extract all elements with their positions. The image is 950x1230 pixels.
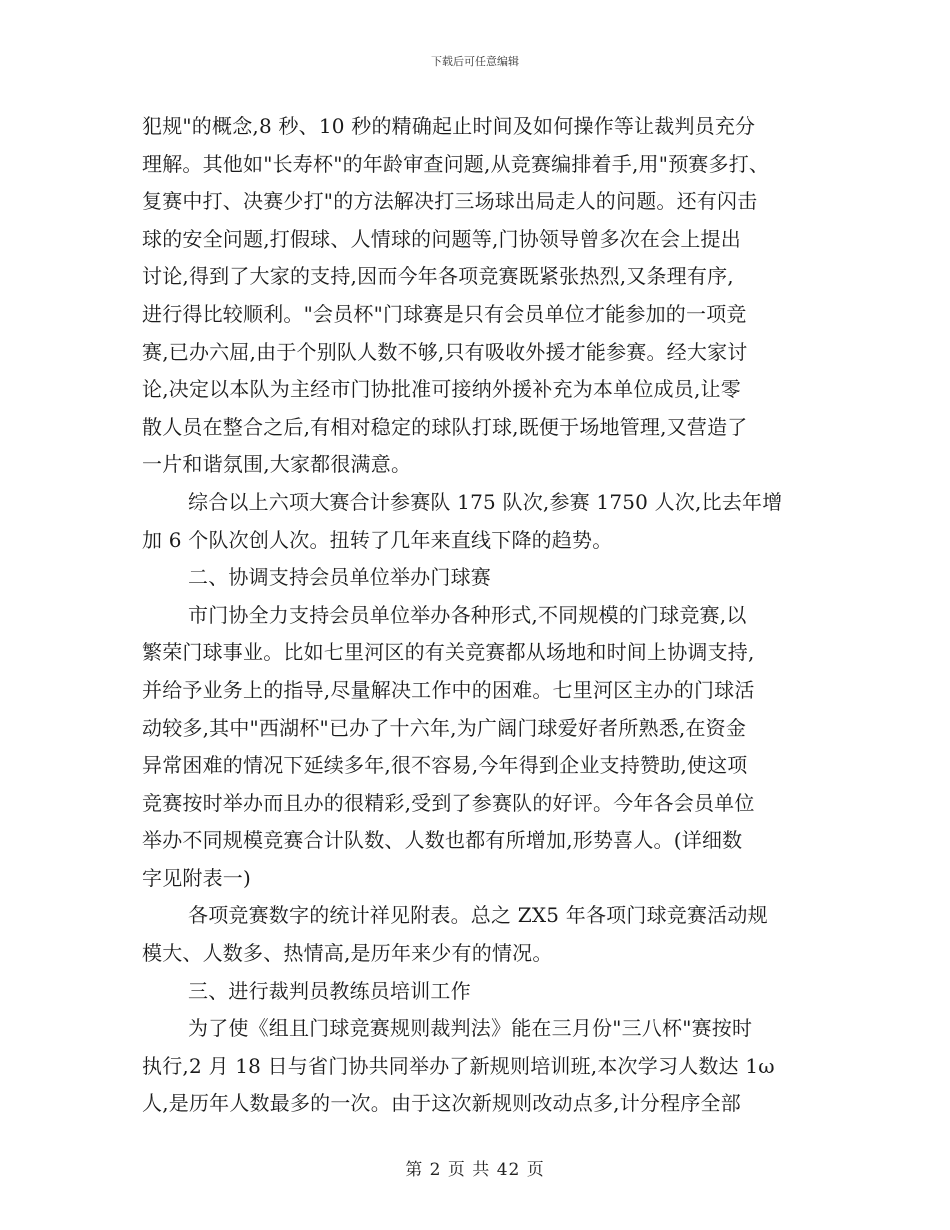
text-line: 竞赛按时举办而且办的很精彩,受到了参赛队的好评。今年各会员单位 [142, 790, 755, 815]
paragraph-start-line: 各项竞赛数字的统计祥见附表。总之 ZX5 年各项门球竞赛活动规 [188, 903, 768, 928]
paragraph-start-line: 市门协全力支持会员单位举办各种形式,不同规模的门球竞赛,以 [188, 602, 747, 627]
page-header: 下载后可任意编辑 [431, 55, 519, 68]
text-line: 论,决定以本队为主经市门协批准可接纳外援补充为本单位成员,让零 [142, 377, 741, 402]
text-line: 讨论,得到了大家的支持,因而今年各项竞赛既紧张热烈,又条理有序, [142, 264, 734, 289]
text-line: 赛,已办六屈,由于个别队人数不够,只有吸收外援才能参赛。经大家讨 [142, 339, 748, 364]
text-line: 并给予业务上的指导,尽量解决工作中的困难。七里河区主办的门球活 [142, 677, 755, 702]
paragraph-start-line: 为了使《组且门球竞赛规则裁判法》能在三月份"三八杯"赛按时 [188, 1016, 753, 1041]
text-line: 动较多,其中"西湖杯"已办了十六年,为广阔门球爱好者所熟悉,在资金 [142, 715, 747, 740]
text-line: 执行,2 月 18 日与省门协共同举办了新规则培训班,本次学习人数达 1ω [142, 1053, 775, 1078]
text-line: 理解。其他如"长寿杯"的年龄审查问题,从竞赛编排着手,用"预赛多打、 [142, 151, 770, 176]
text-line: 散人员在整合之后,有相对稳定的球队打球,既便于场地管理,又营造了 [142, 414, 748, 439]
text-line: 犯规"的概念,8 秒、10 秒的精确起止时间及如何操作等让裁判员充分 [142, 114, 756, 138]
text-line: 模大、人数多、热情高,是历年来少有的情况。 [142, 941, 553, 966]
body-text [142, 108, 810, 1123]
paragraph-start-line: 综合以上六项大赛合计参赛队 175 队次,参赛 1750 人次,比去年增 [188, 489, 783, 514]
text-line: 加 6 个队次创人次。扭转了几年来直线下降的趋势。 [142, 527, 613, 552]
section-heading: 三、进行裁判员教练员培训工作 [188, 978, 471, 1003]
page-footer: 第 2 页 共 42 页 [405, 1160, 545, 1180]
text-line: 复赛中打、决赛少打"的方法解决打三场球出局走人的问题。还有闪击 [142, 189, 758, 214]
text-line: 举办不同规模竞赛合计队数、人数也都有所增加,形势喜人。(详细数 [142, 828, 743, 853]
section-heading: 二、协调支持会员单位举办门球赛 [188, 565, 491, 590]
text-line: 进行得比较顺利。"会员杯"门球赛是只有会员单位才能参加的一项竞 [142, 301, 747, 326]
text-line: 球的安全问题,打假球、人情球的问题等,门协领导曾多次在会上提出 [142, 226, 741, 251]
text-line: 异常困难的情况下延续多年,很不容易,今年得到企业支持赞助,使这项 [142, 753, 748, 778]
text-line: 一片和谐氛围,大家都很满意。 [142, 452, 412, 477]
text-line: 繁荣门球事业。比如七里河区的有关竞赛都从场地和时间上协调支持, [142, 640, 755, 665]
text-line: 字见附表一) [142, 865, 252, 890]
text-line: 人,是历年人数最多的一次。由于这次新规则改动点多,计分程序全部 [142, 1091, 741, 1116]
